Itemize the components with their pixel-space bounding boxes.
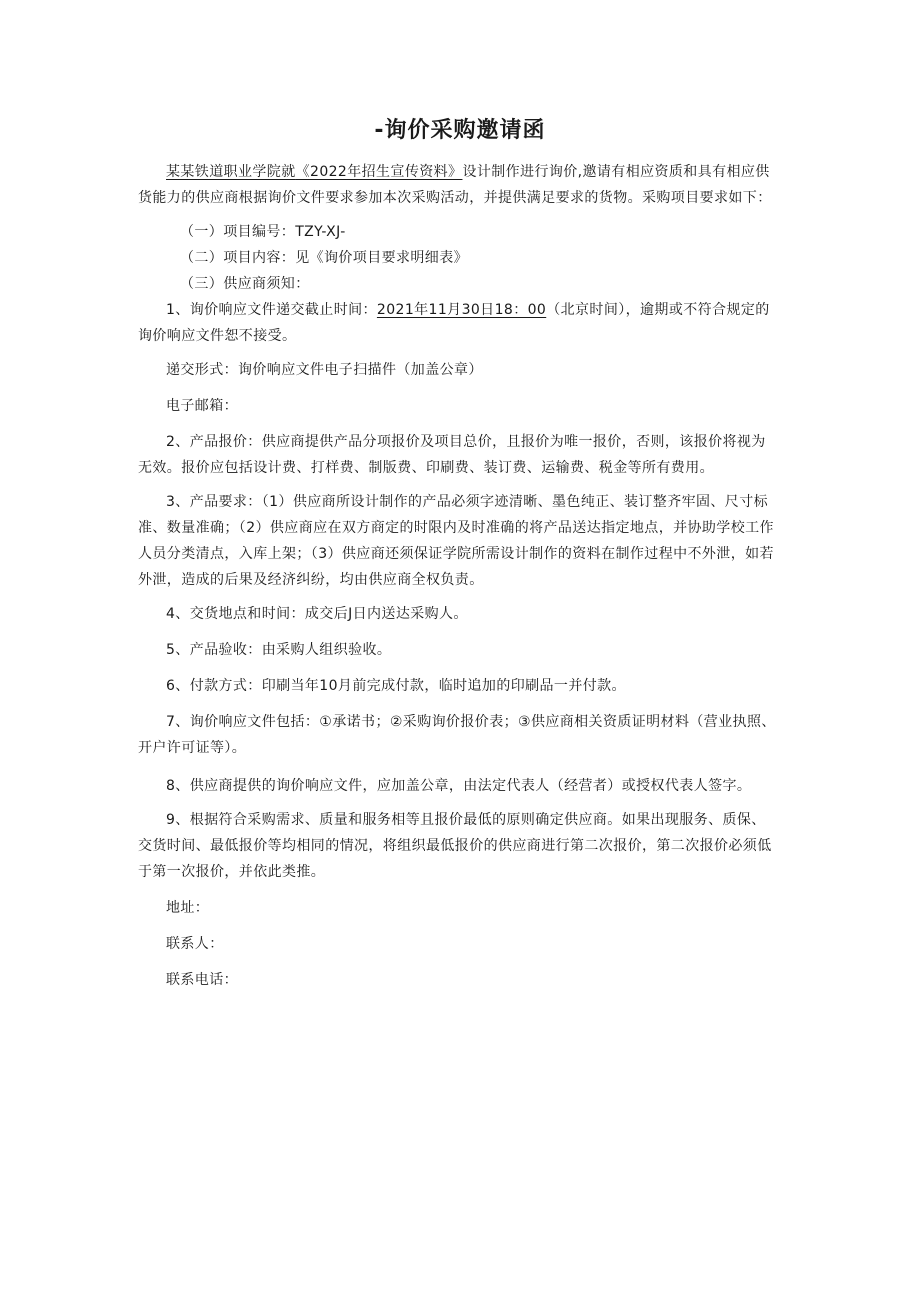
intro-paragraph: [138, 159, 778, 211]
email-line: 电子邮箱：: [166, 398, 238, 414]
notice-1-deadline: 2021年11月30日18：00: [376, 302, 547, 318]
notice-8: 8、供应商提供的询价响应文件，应加盖公章，由法定代表人（经营者）或授权代表人签字。: [166, 778, 752, 794]
contact-phone: 联系电话：: [166, 972, 238, 988]
notice-5: 5、产品验收：由采购人组织验收。: [166, 642, 392, 658]
notice-2: 2、产品报价：供应商提供产品分项报价及项目总价，且报价为唯一报价，否则，该报价将视为无效。报价应包括设计费、打样费、制版费、印刷费、装订费、运输费、税金等所有费用。: [138, 434, 766, 476]
intro-rest: 设计制作进行询价,邀请有相应资质和具有相应供货能力的供应商根据询价文件要求参加本次采购活动，并提供满足要求的货物。采购项目要求如下：: [138, 164, 772, 206]
notice-1: [138, 297, 778, 349]
intro-project-name: 《2022年招生宣传资料》: [295, 164, 463, 180]
notice-1-rest: （北京时间），逾期或不符合规定的询价响应文件恕不接受。: [138, 302, 770, 344]
notice-9: 9、根据符合采购需求、质量和服务相等且报价最低的原则确定供应商。如果出现服务、质保、交货时间、最低报价等均相同的情况，将组织最低报价的供应商进行第二次报价，第二次报价必须低于第一次报价，并依此类推。: [138, 812, 772, 880]
item-project-content: （二）项目内容：见《询价项目要求明细表》: [180, 250, 468, 266]
item-supplier-notice: （三）供应商须知：: [180, 276, 310, 292]
intro-prefix: 某某铁道职业学院就: [166, 164, 296, 180]
notice-6: 6、付款方式：印刷当年10月前完成付款，临时追加的印刷品一并付款。: [166, 678, 626, 694]
notice-3: 3、产品要求：（1）供应商所设计制作的产品必须字迹清晰、墨色纯正、装订整齐牢固、尺寸标准、数量准确；（2）供应商应在双方商定的时限内及时准确的将产品送达指定地点，并协助学校工作人员分类清点，入库上架；（3）供应商还须保证学院所需设计制作的资料在制作过程中不外泄，如若外泄，造成的后果及经济纠纷，均由供应商全权负责。: [138, 494, 774, 588]
notice-4: 4、交货地点和时间：成交后J日内送达采购人。: [166, 606, 468, 622]
contact-address: 地址：: [166, 900, 210, 916]
contact-person: 联系人：: [166, 936, 224, 952]
page-title: -询价采购邀请函: [374, 118, 546, 143]
notice-7: 7、询价响应文件包括：①承诺书；②采购询价报价表；③供应商相关资质证明材料（营业执照、开户许可证等）。: [138, 714, 776, 756]
notice-1-prefix: 1、询价响应文件递交截止时间：: [166, 302, 377, 318]
item-project-number: （一）项目编号：TZY-XJ-: [180, 224, 346, 240]
submit-form: 递交形式：询价响应文件电子扫描件（加盖公章）: [166, 362, 483, 378]
document-body: [138, 159, 778, 1003]
